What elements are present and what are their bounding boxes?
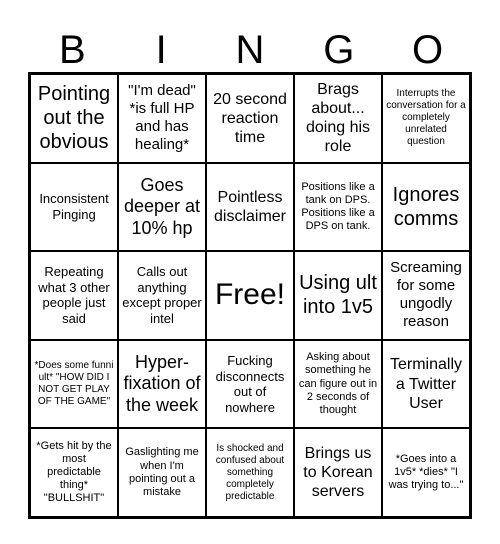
cell-text: Positions like a tank on DPS. Positions like a DPS on tank. <box>301 180 375 233</box>
bingo-cell[interactable] <box>118 251 206 340</box>
bingo-cell[interactable] <box>382 163 470 252</box>
bingo-cell[interactable] <box>206 340 294 429</box>
bingo-cell[interactable] <box>118 163 206 252</box>
bingo-cell[interactable] <box>382 74 470 163</box>
bingo-cell[interactable] <box>206 74 294 163</box>
cell-text: *Gets hit by the most predictable thing* "BULLSHIT" <box>36 439 112 505</box>
bingo-cell[interactable] <box>294 251 382 340</box>
cell-text: Calls out anything except proper intel <box>122 264 202 327</box>
cell-text: Hyper-fixation of the week <box>123 351 201 415</box>
cell-text: Screaming for some ungodly reason <box>390 259 462 331</box>
cell-text: *Does some funni ult* "HOW DID I NOT GET PLAY OF THE GAME" <box>34 360 114 408</box>
bingo-cell[interactable] <box>382 251 470 340</box>
bingo-cell[interactable] <box>294 163 382 252</box>
cell-text: Inconsistent Pinging <box>39 191 109 222</box>
bingo-cell[interactable] <box>206 163 294 252</box>
bingo-cell[interactable] <box>118 74 206 163</box>
cell-text: Brags about... doing his role <box>305 80 371 156</box>
bingo-cell[interactable] <box>30 428 118 517</box>
bingo-cell[interactable] <box>294 428 382 517</box>
cell-text: Goes deeper at 10% hp <box>123 174 201 238</box>
bingo-cell[interactable] <box>30 163 118 252</box>
title-letter-g: G <box>323 28 355 72</box>
cell-text: Fucking disconnects out of nowhere <box>215 352 285 415</box>
cell-text: Is shocked and confused about something completely predictable <box>215 442 285 502</box>
cell-text: Ignores comms <box>392 183 460 230</box>
bingo-cell[interactable] <box>206 428 294 517</box>
bingo-cell[interactable] <box>382 428 470 517</box>
bingo-cell[interactable] <box>294 74 382 163</box>
cell-text: Brings us to Korean servers <box>303 444 373 501</box>
bingo-grid <box>28 72 472 519</box>
title-letter-o: O <box>412 28 444 72</box>
cell-text: 20 second reaction time <box>213 90 287 146</box>
title-letter-i: I <box>155 28 167 72</box>
bingo-cell[interactable] <box>30 340 118 429</box>
bingo-title <box>28 28 472 72</box>
bingo-cell[interactable] <box>294 340 382 429</box>
cell-text: Asking about something he can figure out in 2 seconds of thought <box>298 351 378 416</box>
cell-text: Repeating what 3 other people just said <box>38 264 110 327</box>
title-letter-n: N <box>235 28 265 72</box>
cell-text: Terminally a Twitter User <box>389 356 462 412</box>
cell-text: Gaslighting me when I'm pointing out a mistake <box>125 446 199 498</box>
title-letter-b: B <box>59 28 86 72</box>
bingo-cell[interactable] <box>30 74 118 163</box>
cell-text: Pointless disclaimer <box>213 188 286 225</box>
free-space-text: Free! <box>214 278 286 312</box>
bingo-cell[interactable] <box>118 340 206 429</box>
bingo-cell[interactable] <box>118 428 206 517</box>
bingo-cell[interactable] <box>30 251 118 340</box>
bingo-cell[interactable] <box>382 340 470 429</box>
cell-text: Pointing out the obvious <box>37 83 111 154</box>
cell-text: "I'm dead" *is full HP and has healing* <box>128 82 196 154</box>
cell-text: Interrupts the conversation for a completely unrelated question <box>386 88 466 148</box>
cell-text: *Goes into a 1v5* *dies* "I was trying to..." <box>388 452 464 492</box>
free-space-cell[interactable] <box>206 251 294 340</box>
cell-text: Using ult into 1v5 <box>299 272 377 319</box>
